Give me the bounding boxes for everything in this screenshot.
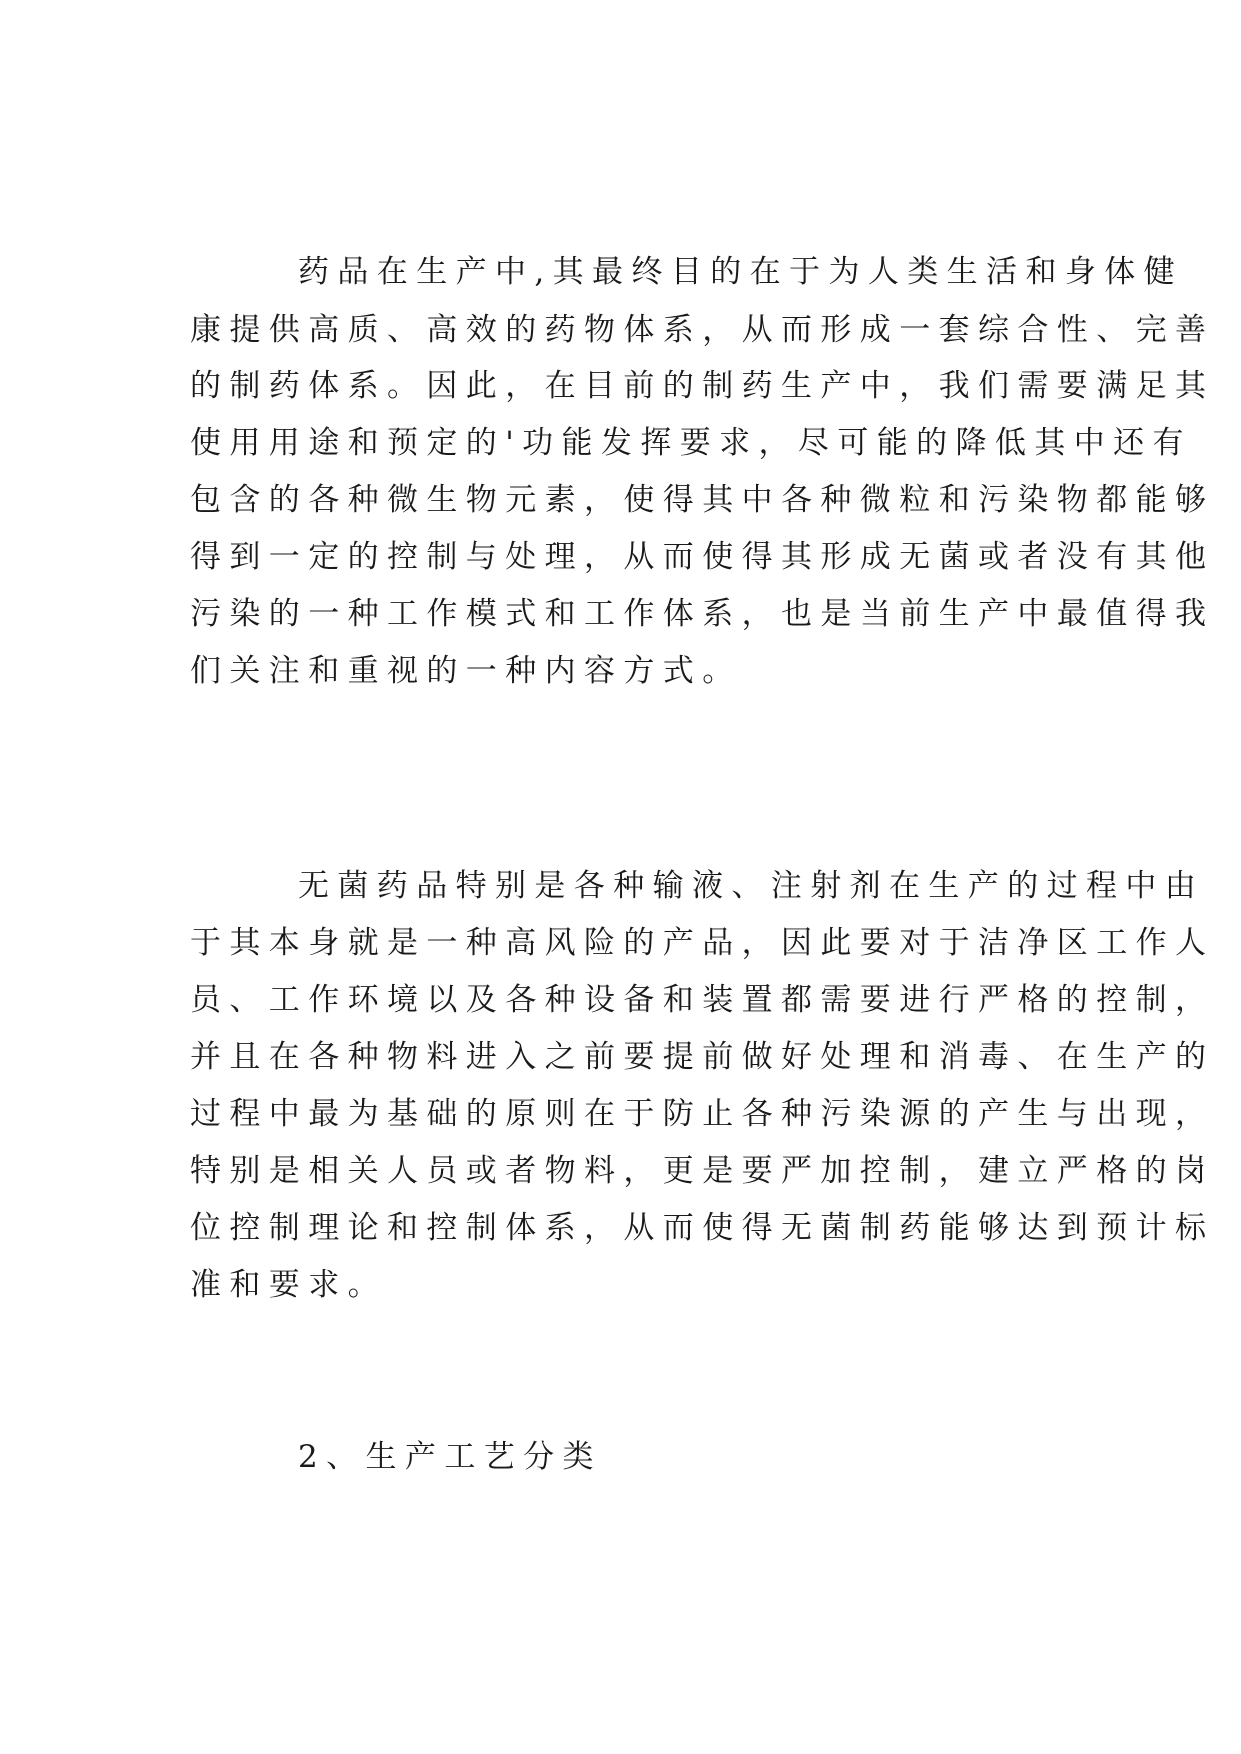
paragraph-line: 位控制理论和控制体系，从而使得无菌制药能够达到预计标 — [190, 1210, 1215, 1246]
paragraph-line: 员、工作环境以及各种设备和装置都需要进行严格的控制， — [190, 982, 1215, 1018]
paragraph-line: 包含的各种微生物元素，使得其中各种微粒和污染物都能够 — [190, 482, 1215, 518]
paragraph-line: 得到一定的控制与处理，从而使得其形成无菌或者没有其他 — [190, 539, 1215, 575]
paragraph-line: 于其本身就是一种高风险的产品，因此要对于洁净区工作人 — [190, 925, 1215, 961]
section-heading: 2、生产工艺分类 — [298, 1439, 602, 1475]
paragraph-line: 康提供高质、高效的药物体系，从而形成一套综合性、完善 — [190, 312, 1215, 348]
paragraph-line: 们关注和重视的一种内容方式。 — [190, 653, 742, 689]
paragraph-line: 无菌药品特别是各种输液、注射剂在生产的过程中由 — [298, 868, 1205, 904]
paragraph-line: 使用用途和预定的'功能发挥要求，尽可能的降低其中还有 — [190, 425, 1192, 461]
paragraph-line: 污染的一种工作模式和工作体系，也是当前生产中最值得我 — [190, 596, 1215, 632]
paragraph-line: 的制药体系。因此，在目前的制药生产中，我们需要满足其 — [190, 368, 1215, 404]
paragraph-line: 并且在各种物料进入之前要提前做好处理和消毒、在生产的 — [190, 1039, 1215, 1075]
paragraph-line: 准和要求。 — [190, 1267, 387, 1303]
paragraph-line: 药品在生产中,其最终目的在于为人类生活和身体健 — [298, 254, 1184, 290]
paragraph-line: 特别是相关人员或者物料，更是要严加控制，建立严格的岗 — [190, 1153, 1215, 1189]
paragraph-line: 过程中最为基础的原则在于防止各种污染源的产生与出现， — [190, 1096, 1215, 1132]
